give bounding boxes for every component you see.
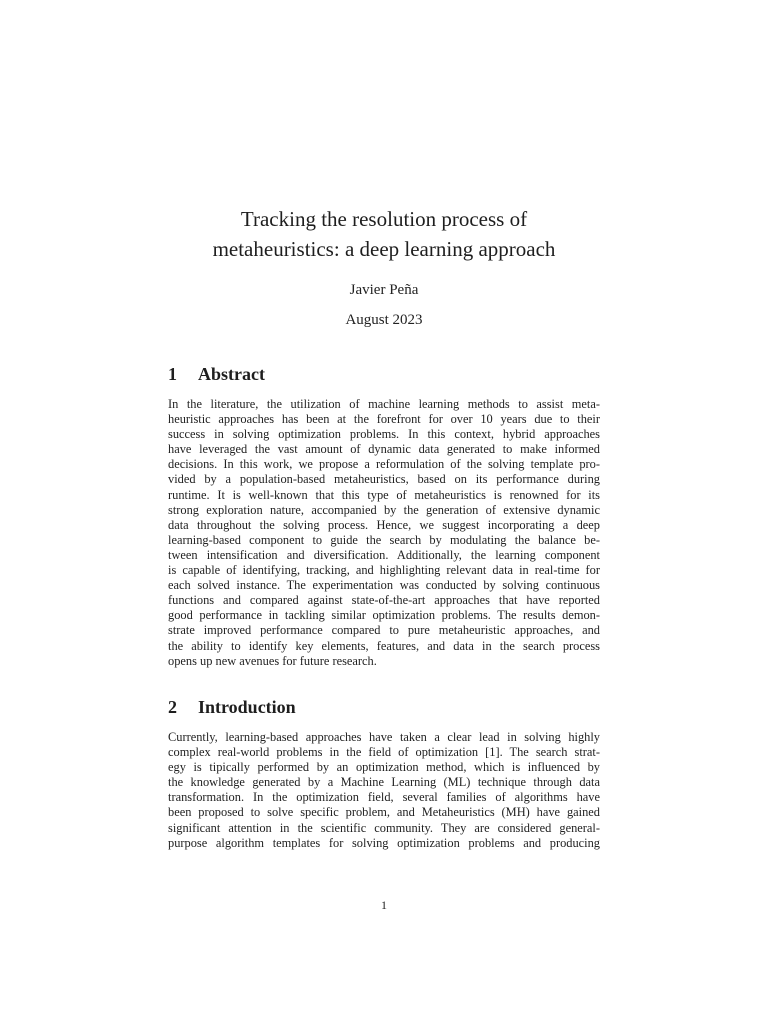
author-name: Javier Peña [349,282,419,298]
abstract-paragraph [168,397,600,669]
text-line: success in solving optimization problems. In this context, hybrid approaches [168,427,600,442]
text-line: strate improved performance compared to pure metaheuristic approaches, and [168,623,600,638]
section-title: Introduction [198,697,296,717]
text-line: purpose algorithm templates for solving optimization problems and producing [168,835,600,850]
publication-date: August 2023 [345,312,423,328]
text-line: opens up new avenues for future research. [168,653,377,668]
text-line: each solved instance. The experimentation was conducted by solving continuous [168,578,600,593]
text-line: decisions. In this work, we propose a reformulation of the solving template pro- [168,457,600,472]
text-line: significant attention in the scientific community. They are considered general- [168,820,600,835]
title-line-1: Tracking the resolution process of [240,207,528,231]
text-line: egy is tipically performed by an optimization method, which is influenced by [168,760,600,775]
text-line: complex real-world problems in the field of optimization [1]. The search strat- [168,745,600,760]
text-line: data throughout the solving process. Hence, we suggest incorporating a deep [168,517,600,532]
section-heading-introduction [168,696,296,718]
text-line: In the literature, the utilization of machine learning methods to assist meta- [168,397,600,411]
text-line: heuristic approaches has been at the forefront for over 10 years due to their [168,412,600,427]
text-line: good performance in tackling similar optimization problems. The results demon- [168,608,600,623]
section-number: 1 [168,364,177,384]
text-line: the ability to identify key elements, features, and data in the search process [168,638,600,653]
text-line: strong exploration nature, accompanied by the generation of extensive dynamic [168,502,600,517]
introduction-paragraph [168,730,600,851]
text-line: is capable of identifying, tracking, and highlighting relevant data in real-time for [168,563,600,578]
section-number: 2 [168,697,177,717]
title-line-2: metaheuristics: a deep learning approach [212,237,556,261]
text-line: runtime. It is well-known that this type of metaheuristics is renowned for its [168,487,600,502]
paper-title [0,204,768,264]
text-line: transformation. In the optimization field, several families of algorithms have [168,790,600,805]
text-line: have leveraged the vast amount of dynamic data generated to make informed [168,442,600,457]
page-number: 1 [381,898,387,912]
text-line: the knowledge generated by a Machine Learning (ML) technique through data [168,775,600,790]
text-line: functions and compared against state-of-the-art approaches that have reported [168,593,600,608]
section-title: Abstract [198,364,265,384]
text-line: tween intensification and diversification. Additionally, the learning component [168,547,600,562]
section-heading-abstract [168,363,265,385]
text-line: learning-based component to guide the search by modulating the balance be- [168,532,600,547]
text-line: Currently, learning-based approaches have taken a clear lead in solving highly [168,730,600,744]
text-line: vided by a population-based metaheuristics, based on its performance during [168,472,600,487]
text-line: been proposed to solve specific problem, and Metaheuristics (MH) have gained [168,805,600,820]
